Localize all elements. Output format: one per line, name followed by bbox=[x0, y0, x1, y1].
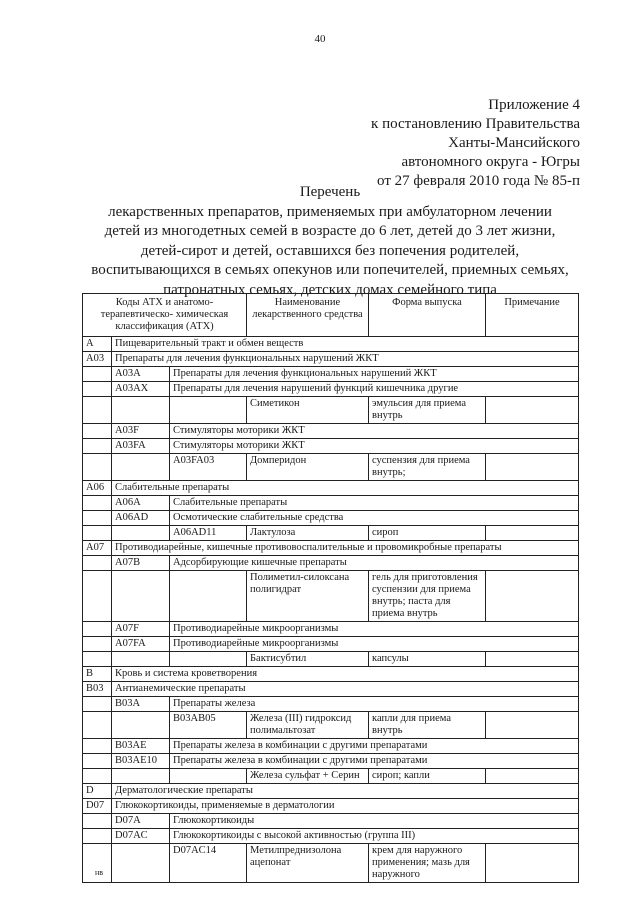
table-row bbox=[83, 511, 579, 526]
title-line: детей из многодетных семей в возрасте до 6 лет, детей до 3 лет жизни, bbox=[104, 223, 556, 239]
empty-cell bbox=[112, 454, 170, 481]
atx-code: B bbox=[83, 667, 112, 682]
drug-name: Симетикон bbox=[247, 397, 369, 424]
release-form: крем для наружного применения; мазь для наружного bbox=[369, 844, 486, 883]
empty-cell bbox=[83, 424, 112, 439]
empty-cell bbox=[83, 829, 112, 844]
drug-note bbox=[486, 844, 579, 883]
table-row bbox=[83, 697, 579, 712]
atx-subgroup-label: Стимуляторы моторики ЖКТ bbox=[170, 439, 579, 454]
empty-cell bbox=[83, 526, 112, 541]
atx-group-label: Пищеварительный тракт и обмен веществ bbox=[112, 337, 579, 352]
empty-cell bbox=[83, 382, 112, 397]
atx-code: D07 bbox=[83, 799, 112, 814]
table-body bbox=[83, 337, 579, 883]
document-title bbox=[70, 183, 590, 300]
atx-code: A06A bbox=[112, 496, 170, 511]
appendix-line: Ханты-Мансийского bbox=[448, 135, 580, 151]
release-form: сироп; капли bbox=[369, 769, 486, 784]
empty-cell bbox=[83, 712, 112, 739]
table-row bbox=[83, 496, 579, 511]
release-form: капли для приема внутрь bbox=[369, 712, 486, 739]
header-name: Наименование лекарственного средства bbox=[247, 294, 369, 337]
empty-cell bbox=[83, 814, 112, 829]
drug-name: Железа (III) гидроксид полимальтозат bbox=[247, 712, 369, 739]
empty-cell bbox=[112, 712, 170, 739]
page-number: 40 bbox=[314, 33, 326, 45]
drug-name: Железа сульфат + Серин bbox=[247, 769, 369, 784]
atx-subgroup-label: Слабительные препараты bbox=[170, 496, 579, 511]
title-line: Перечень bbox=[299, 184, 361, 200]
header-atx: Коды АТХ и анатомо-терапевтическо- химическая классификация (АТХ) bbox=[83, 294, 247, 337]
table-row bbox=[83, 844, 579, 883]
empty-cell bbox=[112, 526, 170, 541]
appendix-line: автономного округа - Югры bbox=[401, 154, 580, 170]
header-note: Примечание bbox=[486, 294, 579, 337]
drug-note bbox=[486, 571, 579, 622]
table-row bbox=[83, 571, 579, 622]
header-form: Форма выпуска bbox=[369, 294, 486, 337]
atx-group-label: Препараты для лечения функциональных нарушений ЖКТ bbox=[112, 352, 579, 367]
table-row bbox=[83, 739, 579, 754]
empty-cell bbox=[83, 637, 112, 652]
atx-code: A06 bbox=[83, 481, 112, 496]
drug-note bbox=[486, 712, 579, 739]
empty-cell bbox=[83, 496, 112, 511]
table-row bbox=[83, 556, 579, 571]
empty-cell bbox=[83, 397, 112, 424]
atx-code: B03AE10 bbox=[112, 754, 170, 769]
title-line: патронатных семьях, детских домах семейного типа bbox=[163, 281, 497, 298]
drug-name: Метилпреднизолона ацепонат bbox=[247, 844, 369, 883]
atx-code: A03FA bbox=[112, 439, 170, 454]
atx-subgroup-label: Противодиарейные микроорганизмы bbox=[170, 622, 579, 637]
table-row bbox=[83, 754, 579, 769]
table-row bbox=[83, 424, 579, 439]
empty-cell bbox=[112, 844, 170, 883]
atx-code: A03F bbox=[112, 424, 170, 439]
table-row bbox=[83, 829, 579, 844]
release-form: эмульсия для приема внутрь bbox=[369, 397, 486, 424]
drug-note bbox=[486, 454, 579, 481]
appendix-line: Приложение 4 bbox=[488, 97, 580, 113]
table-row bbox=[83, 541, 579, 556]
drug-note bbox=[486, 652, 579, 667]
table-row bbox=[83, 769, 579, 784]
empty-cell bbox=[83, 697, 112, 712]
atx-code: D07AC bbox=[112, 829, 170, 844]
atx-code: D07A bbox=[112, 814, 170, 829]
atx-group-label: Антианемические препараты bbox=[112, 682, 579, 697]
atx-group-label: Противодиарейные, кишечные противовоспалительные и провомикробные препараты bbox=[112, 541, 579, 556]
atx-subgroup-label: Противодиарейные микроорганизмы bbox=[170, 637, 579, 652]
table-row bbox=[83, 382, 579, 397]
empty-cell bbox=[83, 367, 112, 382]
empty-cell bbox=[112, 769, 170, 784]
empty-cell bbox=[83, 754, 112, 769]
table-row bbox=[83, 799, 579, 814]
atx-code: A07F bbox=[112, 622, 170, 637]
drug-name: Домперидон bbox=[247, 454, 369, 481]
atx-group-label: Дерматологические препараты bbox=[112, 784, 579, 799]
appendix-line: от 27 февраля 2010 года № 85-п bbox=[377, 173, 580, 189]
empty-cell bbox=[83, 511, 112, 526]
table-row bbox=[83, 352, 579, 367]
table-row bbox=[83, 397, 579, 424]
table-row bbox=[83, 439, 579, 454]
atx-code bbox=[170, 769, 247, 784]
drug-list-table bbox=[82, 293, 579, 883]
drug-name: Лактулоза bbox=[247, 526, 369, 541]
table-row bbox=[83, 337, 579, 352]
empty-cell bbox=[83, 571, 112, 622]
atx-code: A06AD bbox=[112, 511, 170, 526]
table-row bbox=[83, 712, 579, 739]
atx-subgroup-label: Глюкокортикоиды bbox=[170, 814, 579, 829]
atx-code: A07 bbox=[83, 541, 112, 556]
empty-cell bbox=[83, 454, 112, 481]
footer-mark: нв bbox=[95, 868, 104, 877]
table-row bbox=[83, 784, 579, 799]
atx-code: A07FA bbox=[112, 637, 170, 652]
atx-subgroup-label: Стимуляторы моторики ЖКТ bbox=[170, 424, 579, 439]
atx-code: B03A bbox=[112, 697, 170, 712]
atx-subgroup-label: Препараты для лечения нарушений функций кишечника другие bbox=[170, 382, 579, 397]
empty-cell bbox=[112, 397, 170, 424]
drug-note bbox=[486, 397, 579, 424]
atx-subgroup-label: Препараты железа bbox=[170, 697, 579, 712]
atx-code: B03AB05 bbox=[170, 712, 247, 739]
atx-subgroup-label: Осмотические слабительные средства bbox=[170, 511, 579, 526]
empty-cell bbox=[112, 571, 170, 622]
table-row bbox=[83, 454, 579, 481]
atx-group-label: Кровь и система кроветворения bbox=[112, 667, 579, 682]
atx-code: D07AC14 bbox=[170, 844, 247, 883]
table-row bbox=[83, 682, 579, 697]
release-form: капсулы bbox=[369, 652, 486, 667]
atx-code: B03AE bbox=[112, 739, 170, 754]
atx-code: A bbox=[83, 337, 112, 352]
atx-code: A06AD11 bbox=[170, 526, 247, 541]
atx-code: B03 bbox=[83, 682, 112, 697]
title-line: детей-сирот и детей, оставшихся без попечения родителей, bbox=[140, 242, 520, 259]
table-row bbox=[83, 526, 579, 541]
atx-subgroup-label: Препараты железа в комбинации с другими препаратами bbox=[170, 739, 579, 754]
table-row bbox=[83, 637, 579, 652]
atx-group-label: Слабительные препараты bbox=[112, 481, 579, 496]
atx-code: A03FA03 bbox=[170, 454, 247, 481]
release-form: суспензия для приема внутрь; bbox=[369, 454, 486, 481]
drug-name: Полиметил-силоксана полигидрат bbox=[247, 571, 369, 622]
title-line: лекарственных препаратов, применяемых при амбулаторном лечении bbox=[108, 203, 552, 220]
release-form: сироп bbox=[369, 526, 486, 541]
empty-cell bbox=[83, 439, 112, 454]
atx-code: A03 bbox=[83, 352, 112, 367]
atx-subgroup-label: Препараты железа в комбинации с другими препаратами bbox=[170, 754, 579, 769]
atx-code: A07B bbox=[112, 556, 170, 571]
table-row bbox=[83, 481, 579, 496]
table-row bbox=[83, 652, 579, 667]
drug-name: Бактисубтил bbox=[247, 652, 369, 667]
atx-code bbox=[170, 652, 247, 667]
table-row bbox=[83, 814, 579, 829]
atx-code bbox=[170, 571, 247, 622]
appendix-header bbox=[280, 96, 580, 191]
atx-code: A03AX bbox=[112, 382, 170, 397]
title-line: воспитывающихся в семьях опекунов или попечителей, приемных семьях, bbox=[91, 262, 569, 278]
atx-subgroup-label: Глюкокортикоиды с высокой активностью (группа III) bbox=[170, 829, 579, 844]
table-row bbox=[83, 622, 579, 637]
appendix-line: к постановлению Правительства bbox=[371, 116, 580, 132]
empty-cell bbox=[83, 769, 112, 784]
empty-cell bbox=[83, 652, 112, 667]
atx-subgroup-label: Адсорбирующие кишечные препараты bbox=[170, 556, 579, 571]
atx-code: A03A bbox=[112, 367, 170, 382]
drug-note bbox=[486, 769, 579, 784]
drug-note bbox=[486, 526, 579, 541]
empty-cell bbox=[83, 739, 112, 754]
release-form: гель для приготовления суспензии для приема внутрь; паста для приема внутрь bbox=[369, 571, 486, 622]
table-header-row bbox=[83, 294, 579, 337]
atx-code: D bbox=[83, 784, 112, 799]
atx-code bbox=[170, 397, 247, 424]
empty-cell bbox=[83, 556, 112, 571]
table-row bbox=[83, 367, 579, 382]
empty-cell bbox=[112, 652, 170, 667]
empty-cell bbox=[83, 622, 112, 637]
atx-group-label: Глюкокортикоиды, применяемые в дерматологии bbox=[112, 799, 579, 814]
table-row bbox=[83, 667, 579, 682]
atx-subgroup-label: Препараты для лечения функциональных нарушений ЖКТ bbox=[170, 367, 579, 382]
